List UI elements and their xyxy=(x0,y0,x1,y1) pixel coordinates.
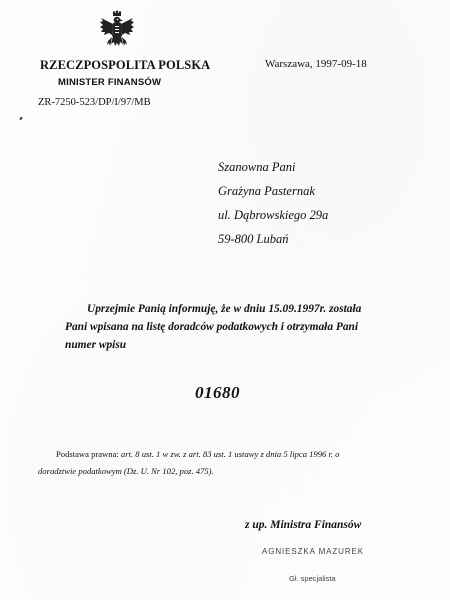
legal-line-1-rest: art. 8 ust. 1 w zw. z art. 83 ust. 1 ustawy z dnia 5 lipca 1996 r. o xyxy=(118,449,340,459)
body-line-3: numer wpisu xyxy=(65,339,127,351)
recipient-address xyxy=(218,155,328,251)
legal-lead: Podstawa prawna: xyxy=(56,449,119,459)
recipient-city: 59-800 Lubań xyxy=(218,232,289,246)
letter-body xyxy=(65,300,425,354)
place-and-date: Warszawa, 1997-09-18 xyxy=(265,58,367,70)
polish-eagle-emblem-icon xyxy=(100,10,134,54)
signatory-name: AGNIESZKA MAZUREK xyxy=(262,547,364,556)
issuer-country: RZECZPOSPOLITA POLSKA xyxy=(40,58,211,72)
scan-speck xyxy=(19,117,22,121)
legal-line-2: doradztwie podatkowym (Dz. U. Nr 102, poz. 475). xyxy=(38,466,214,476)
reference-number: ZR-7250-523/DP/I/97/MB xyxy=(38,97,151,108)
body-line-1: Uprzejmie Panią informuję, że w dniu 15.09.1997r. została xyxy=(87,303,362,315)
legal-line-1 xyxy=(38,446,423,463)
signatory-title: Gł. specjalista xyxy=(289,574,336,583)
recipient-salutation: Szanowna Pani xyxy=(218,160,296,174)
recipient-street: ul. Dąbrowskiego 29a xyxy=(218,208,329,222)
recipient-name: Grażyna Pasternak xyxy=(218,184,315,198)
legal-basis xyxy=(38,446,423,480)
signature-on-behalf: z up. Ministra Finansów xyxy=(245,519,362,531)
issuer-minister: MINISTER FINANSÓW xyxy=(58,77,162,88)
registration-number: 01680 xyxy=(195,383,240,402)
body-line-2: Pani wpisana na listę doradców podatkowych i otrzymała Pani xyxy=(65,321,359,333)
